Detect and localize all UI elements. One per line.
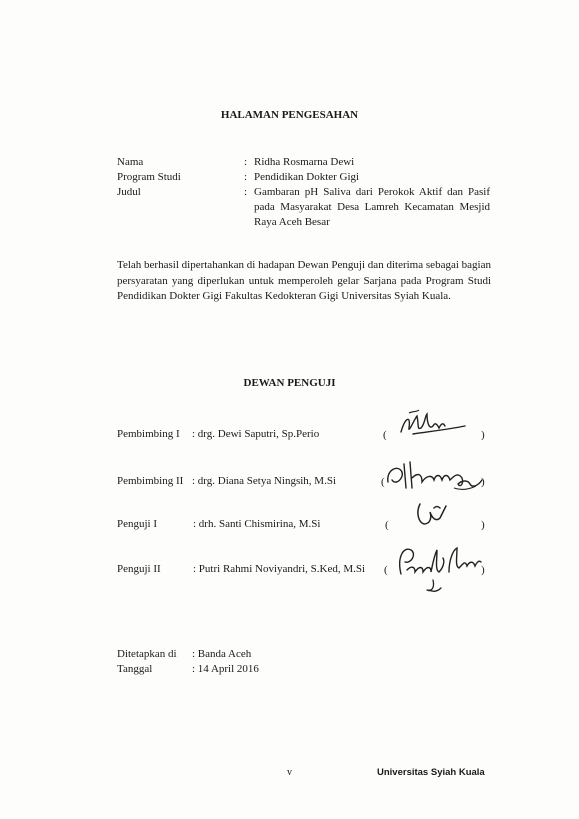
signature-close-paren: ) [481,564,485,576]
signature-open-paren: ( [384,564,388,576]
role-pembimbing-2: Pembimbing II [117,475,184,487]
member-name-1: : drg. Dewi Saputri, Sp.Perio [192,428,320,440]
value-judul: Gambaran pH Saliva dari Perokok Aktif dan Pasif pada Masyarakat Desa Lamreh Kecamatan Mesjid Raya Aceh Besar [254,186,490,228]
label-judul: Judul [117,186,141,198]
value-program-studi: Pendidikan Dokter Gigi [254,171,360,183]
approval-statement: Telah berhasil dipertahankan di hadapan Dewan Penguji dan diterima sebagai bagian persyaratan yang diperlukan untuk memperoleh gelar Sarjana pada Program Studi Pendidikan Dokter Gigi Fakultas Kedokteran Gigi Universitas Syiah Kuala. [117,259,491,302]
role-pembimbing-1: Pembimbing I [117,428,180,440]
label-ditetapkan: Ditetapkan di [117,648,177,660]
label-nama: Nama [117,156,144,168]
signature-2-icon [384,458,488,496]
role-penguji-1: Penguji I [117,518,158,530]
value-tanggal: : 14 April 2016 [192,663,259,675]
signature-open-paren: ( [385,519,389,531]
role-penguji-2: Penguji II [117,563,161,575]
colon: : [244,171,248,183]
signature-1-icon [395,408,475,442]
member-name-2: : drg. Diana Setya Ningsih, M.Si [192,475,337,487]
footer-university: Universitas Syiah Kuala [377,767,485,778]
member-name-3: : drh. Santi Chismirina, M.Si [193,518,321,530]
label-tanggal: Tanggal [117,663,153,675]
committee-heading: DEWAN PENGUJI [243,377,336,389]
signature-4-icon [393,540,491,596]
label-program-studi: Program Studi [117,171,181,183]
member-name-4: : Putri Rahmi Noviyandri, S.Ked, M.Si [193,563,366,575]
signature-3-icon [410,500,460,532]
page-number: v [287,767,292,778]
signature-open-paren: ( [381,476,385,488]
value-nama: Ridha Rosmarna Dewi [254,156,355,168]
colon: : [244,156,248,168]
signature-close-paren: ) [481,429,485,441]
signature-close-paren: ) [481,519,485,531]
signature-close-paren: ) [481,476,485,488]
colon: : [244,186,248,198]
signature-open-paren: ( [383,429,387,441]
page-title: HALAMAN PENGESAHAN [220,109,359,121]
value-ditetapkan: : Banda Aceh [192,648,252,660]
